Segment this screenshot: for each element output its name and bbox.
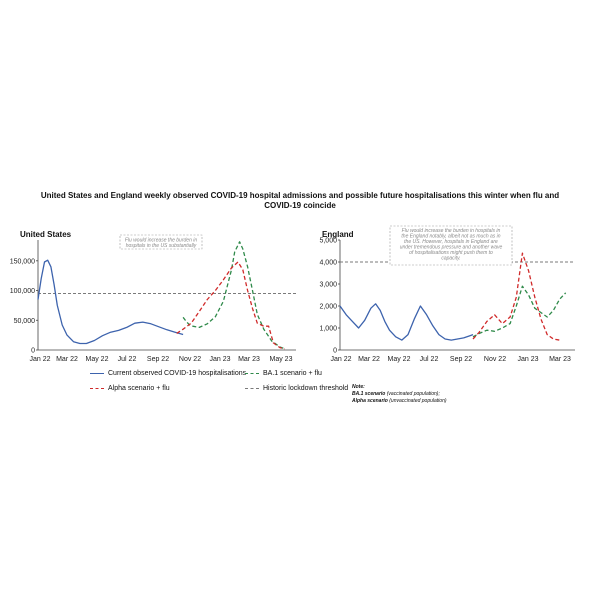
figure-title: United States and England weekly observed COVID-19 hospital admissions and possible future hospitalisations this winter when flu and COVID-19 coincide xyxy=(40,191,560,210)
en-x-tick-label: Sep 22 xyxy=(449,356,473,363)
en-annotation-text: the England notably, albeit not as much as in xyxy=(401,233,501,240)
note-line-rest: (vaccinated population); xyxy=(385,391,440,397)
us-y-tick-label: 0 xyxy=(31,347,35,355)
legend-swatch-observed xyxy=(90,373,104,374)
note-line xyxy=(352,391,447,398)
en-series-observed xyxy=(340,304,473,340)
panel-title-england: England xyxy=(322,230,354,239)
en-y-tick-label: 2,000 xyxy=(319,303,337,311)
panel-title-united-states: United States xyxy=(20,230,72,239)
legend-item-alpha xyxy=(90,385,170,392)
en-annotation-text: capacity. xyxy=(441,255,461,262)
us-annotation-text: hospitals in the US substantially xyxy=(125,243,197,249)
en-annotation-text: Flu would increase the burden in hospitals in xyxy=(401,228,501,234)
en-y-tick-label: 1,000 xyxy=(319,325,337,333)
us-y-tick-label: 150,000 xyxy=(9,258,35,266)
us-x-tick-label: Jan 22 xyxy=(29,356,51,363)
note-line-bold: BA.1 scenario xyxy=(352,391,386,397)
en-series-alpha xyxy=(473,253,560,340)
en-x-tick-label: Nov 22 xyxy=(483,356,507,363)
en-y-tick-label: 3,000 xyxy=(319,281,337,289)
legend-item-observed xyxy=(90,370,246,377)
en-x-tick-label: Mar 23 xyxy=(549,356,571,363)
legend-swatch-alpha xyxy=(90,388,104,389)
en-y-tick-label: 5,000 xyxy=(319,237,337,245)
us-x-tick-label: Jul 22 xyxy=(117,356,137,363)
us-x-tick-label: Nov 22 xyxy=(178,356,202,363)
legend-label-alpha: Alpha scenario + flu xyxy=(108,385,170,392)
en-series-ba1 xyxy=(473,286,566,337)
en-y-tick-label: 4,000 xyxy=(319,259,337,267)
us-x-tick-label: Jan 23 xyxy=(209,356,231,363)
en-x-tick-label: May 22 xyxy=(387,356,411,363)
legend-label-threshold: Historic lockdown threshold xyxy=(263,385,349,392)
note-line-bold: Alpha scenario xyxy=(352,398,388,404)
en-x-tick-label: Jan 22 xyxy=(330,356,352,363)
note-heading: Note: xyxy=(352,384,365,390)
en-annotation-text: of hospitalisations might push them to xyxy=(409,250,493,256)
us-y-tick-label: 100,000 xyxy=(9,288,35,296)
en-x-tick-label: Mar 22 xyxy=(358,356,380,363)
en-annotation-text: the US. However, hospitals in England are xyxy=(404,239,498,245)
en-y-tick-label: 0 xyxy=(333,347,337,355)
legend-item-threshold xyxy=(245,385,348,392)
us-x-tick-label: Mar 23 xyxy=(238,356,260,363)
us-x-tick-label: May 23 xyxy=(269,356,293,363)
us-x-tick-label: Sep 22 xyxy=(146,356,170,363)
en-x-tick-label: Jan 23 xyxy=(517,356,539,363)
legend-swatch-ba1 xyxy=(245,373,259,374)
note xyxy=(352,384,447,405)
us-annotation-text: Flu would increase the burden in xyxy=(124,237,198,244)
us-y-tick-label: 50,000 xyxy=(13,317,35,325)
en-annotation-text: under tremendous pressure and another wave xyxy=(399,244,503,251)
us-x-tick-label: Mar 22 xyxy=(56,356,78,363)
note-line xyxy=(352,398,447,405)
en-x-tick-label: Jul 22 xyxy=(419,356,439,363)
legend-item-ba1 xyxy=(245,370,322,377)
legend-label-ba1: BA.1 scenario + flu xyxy=(263,370,322,377)
us-x-tick-label: May 22 xyxy=(85,356,109,363)
legend-label-observed: Current observed COVID-19 hospitalisations xyxy=(108,370,247,377)
legend-swatch-threshold xyxy=(245,388,259,389)
note-line-rest: (unvaccinated population) xyxy=(387,398,447,404)
